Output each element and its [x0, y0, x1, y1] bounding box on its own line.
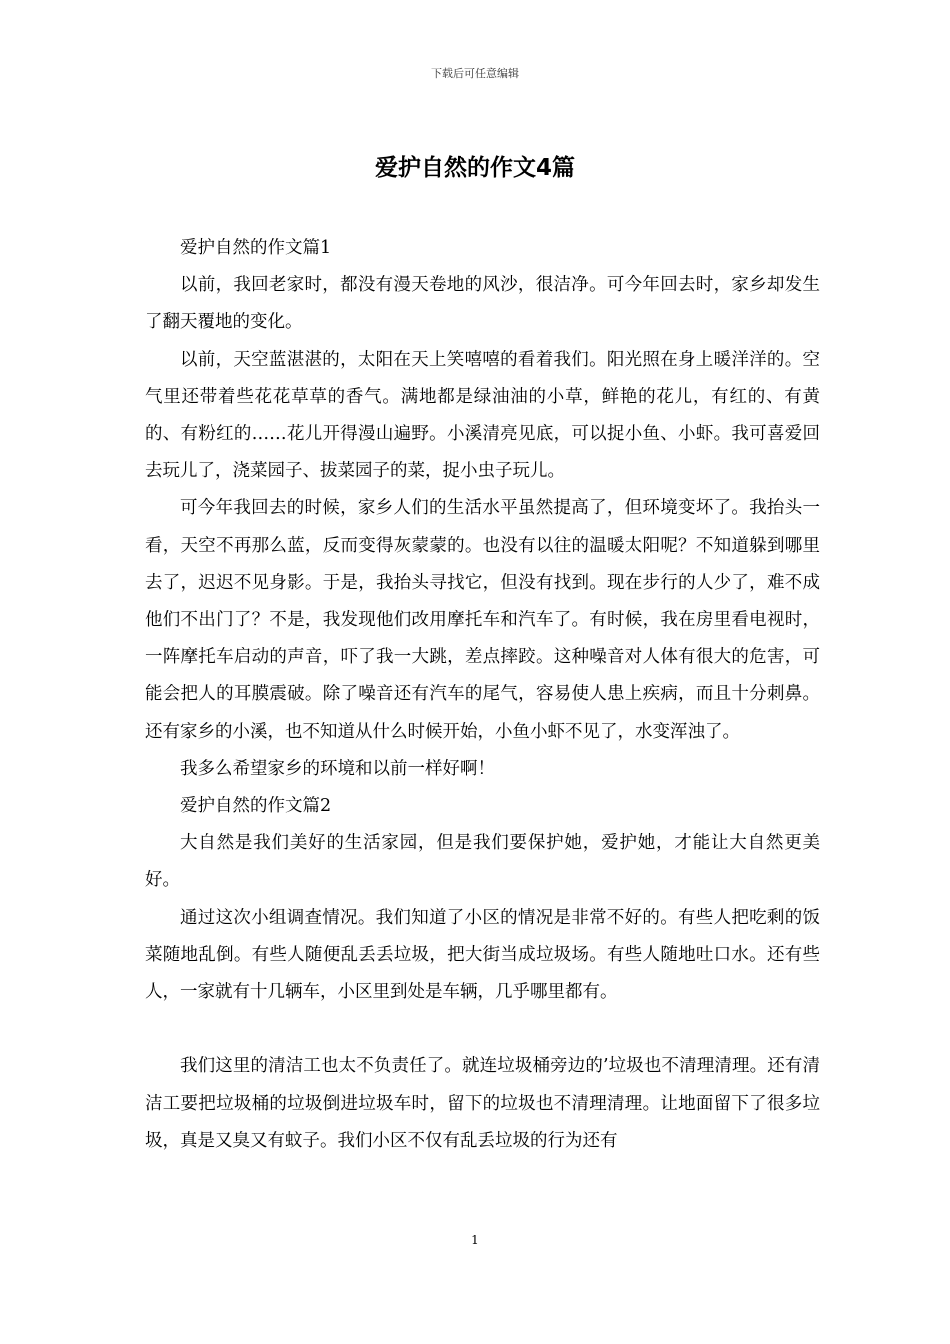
page-number: 1 — [471, 1233, 479, 1247]
section-heading-1: 爱护自然的作文篇1 — [180, 238, 332, 258]
paragraph: 通过这次小组调查情况。我们知道了小区的情况是非常不好的。有些人把吃剩的饭菜随地乱倒。有些人随便乱丢丢垃圾，把大街当成垃圾场。有些人随地吐口水。还有些人，一家就有十几辆车，小区里到处是车辆，几乎哪里都有。 — [145, 907, 820, 1003]
paragraph: 我多么希望家乡的环境和以前一样好啊！ — [180, 758, 495, 779]
blank-line — [145, 1011, 820, 1048]
paragraph: 以前，天空蓝湛湛的，太阳在天上笑嘻嘻的看着我们。阳光照在身上暖洋洋的。空气里还带着些花花草草的香气。满地都是绿油油的小草，鲜艳的花儿，有红的、有黄的、有粉红的……花儿开得漫山遍野。小溪清亮见底，可以捉小鱼、小虾。我可喜爱回去玩儿了，浇菜园子、拔菜园子的菜，捉小虫子玩儿。 — [145, 349, 820, 482]
paragraph: 以前，我回老家时，都没有漫天卷地的风沙，很洁净。可今年回去时，家乡却发生了翻天覆地的变化。 — [145, 275, 820, 333]
paragraph: 可今年我回去的时候，家乡人们的生活水平虽然提高了，但环境变坏了。我抬头一看，天空不再那么蓝，反而变得灰蒙蒙的。也没有以往的温暖太阳呢？不知道躲到哪里去了，迟迟不见身影。于是，我抬头寻找它，但没有找到。现在步行的人少了，难不成他们不出门了？不是，我发现他们改用摩托车和汽车了。有时候，我在房里看电视时，一阵摩托车启动的声音，吓了我一大跳，差点摔跤。这种噪音对人体有很大的危害，可能会把人的耳膜震破。除了噪音还有汽车的尾气，容易使人患上疾病，而且十分刺鼻。还有家乡的小溪，也不知道从什么时候开始，小鱼小虾不见了，水变浑浊了。 — [145, 498, 820, 742]
section-heading-2: 爱护自然的作文篇2 — [180, 796, 332, 817]
document-title: 爱护自然的作文4篇 — [374, 155, 575, 181]
paragraph: 大自然是我们美好的生活家园，但是我们要保护她，爱护她，才能让大自然更美好。 — [145, 833, 820, 891]
paragraph: 我们这里的清洁工也太不负责任了。就连垃圾桶旁边的’垃圾也不清理清理。还有清洁工要把垃圾桶的垃圾倒进垃圾车时，留下的垃圾也不清理清理。让地面留下了很多垃圾，真是又臭又有蚊子。我们小区不仅有乱丢垃圾的行为还有 — [145, 1056, 820, 1151]
page-header: 下载后可任意编辑 — [431, 67, 519, 80]
document-body — [145, 230, 820, 1160]
